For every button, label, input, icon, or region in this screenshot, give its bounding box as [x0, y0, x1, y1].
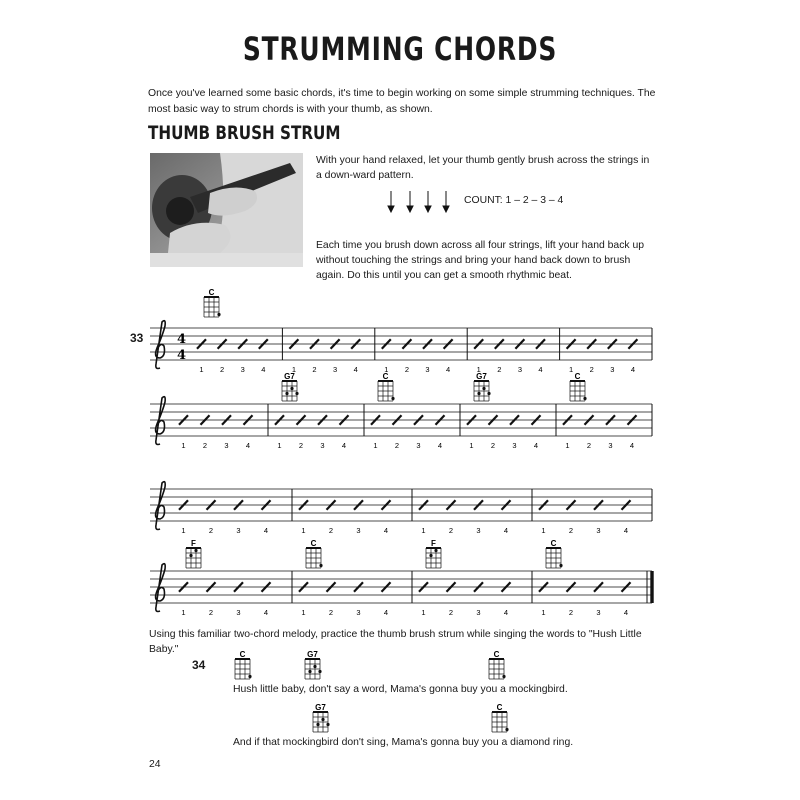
- beat-number: 2: [208, 608, 214, 617]
- chord-diagram-g7: [313, 703, 330, 732]
- chord-diagram-c: [546, 539, 563, 568]
- page-number: 24: [149, 759, 161, 770]
- chord-diagram-f: [186, 539, 201, 568]
- chord-name: C: [239, 650, 246, 659]
- exercise-number-34: 34: [192, 658, 206, 672]
- beat-number: 2: [589, 365, 594, 374]
- beat-number: 4: [503, 526, 509, 535]
- beat-number: 1: [541, 526, 546, 535]
- chord-diagram-c: [204, 288, 221, 317]
- chord-diagram-g7: [474, 372, 491, 401]
- chord-diagram-f: [426, 539, 441, 568]
- beat-number: 4: [446, 365, 451, 374]
- lyric-line-1: Hush little baby, don't say a word, Mama's gonna buy you a mockingbird.: [233, 684, 568, 695]
- chord-name: C: [550, 539, 557, 548]
- beat-number: 1: [301, 526, 306, 535]
- beat-number: 3: [333, 365, 338, 374]
- chord-name: G7: [476, 372, 487, 381]
- beat-number: 1: [181, 608, 186, 617]
- lyric-line-2: And if that mockingbird don't sing, Mama's gonna buy you a diamond ring.: [233, 737, 574, 748]
- beat-number: 2: [312, 365, 317, 374]
- intro-paragraph: Once you've learned some basic chords, it's time to begin working on some simple strumming techniques. The most basic way to strum chords is with your thumb, as shown.: [148, 88, 656, 115]
- beat-number: 2: [568, 526, 574, 535]
- beat-number: 4: [245, 441, 251, 450]
- staff-system: [150, 489, 652, 535]
- beat-number: 3: [608, 441, 613, 450]
- chord-name: C: [574, 372, 581, 381]
- beat-number: 1: [421, 608, 426, 617]
- beat-number: 1: [476, 365, 481, 374]
- chord-name: C: [496, 703, 503, 712]
- beat-number: 4: [538, 365, 543, 374]
- beat-number: 2: [298, 441, 304, 450]
- beat-number: 2: [448, 526, 454, 535]
- beat-number: 1: [569, 365, 574, 374]
- beat-number: 3: [517, 365, 522, 374]
- section-title: THUMB BRUSH STRUM: [148, 122, 341, 144]
- beat-number: 3: [476, 526, 481, 535]
- beat-number: 1: [384, 365, 389, 374]
- beat-number: 4: [630, 365, 635, 374]
- beat-number: 1: [181, 526, 186, 535]
- beat-number: 3: [512, 441, 517, 450]
- beat-number: 2: [208, 526, 214, 535]
- chord-diagram-c: [378, 372, 395, 401]
- beat-number: 4: [623, 526, 629, 535]
- beat-number: 3: [240, 365, 245, 374]
- page-title: STRUMMING CHORDS: [242, 30, 558, 68]
- beat-number: 1: [565, 441, 570, 450]
- beat-number: 1: [421, 526, 426, 535]
- beat-number: 1: [291, 365, 296, 374]
- beat-number: 1: [301, 608, 306, 617]
- chord-diagram-g7: [282, 372, 299, 401]
- beat-number: 4: [383, 608, 389, 617]
- beat-number: 2: [586, 441, 592, 450]
- beat-number: 1: [199, 365, 204, 374]
- beat-number: 4: [341, 441, 347, 450]
- beat-number: 1: [373, 441, 378, 450]
- beat-number: 4: [263, 608, 269, 617]
- exercise-number-33: 33: [130, 331, 144, 345]
- chord-name: G7: [284, 372, 295, 381]
- melody-intro: Using this familiar two-chord melody, practice the thumb brush strum while singing the words to "Hush Little Baby.": [149, 629, 642, 655]
- beat-number: 3: [610, 365, 615, 374]
- beat-number: 1: [469, 441, 474, 450]
- beat-number: 3: [596, 608, 601, 617]
- beat-number: 2: [394, 441, 400, 450]
- chord-diagram-c: [306, 539, 323, 568]
- beat-number: 2: [202, 441, 208, 450]
- beat-number: 4: [383, 526, 389, 535]
- chord-diagram-c: [492, 703, 509, 732]
- chord-diagram-c: [570, 372, 587, 401]
- staff-system: [150, 404, 652, 450]
- chord-name: C: [310, 539, 317, 548]
- beat-number: 4: [629, 441, 635, 450]
- beat-number: 3: [425, 365, 430, 374]
- beat-number: 1: [541, 608, 546, 617]
- time-signature-top: 4: [177, 332, 187, 347]
- beat-number: 3: [476, 608, 481, 617]
- brush-instructions: Each time you brush down across all four strings, lift your hand back up without touching the strings and bring your hand back down to brush again. Do this until you can get a smooth rhythmic beat.: [316, 240, 645, 281]
- beat-number: 4: [261, 365, 266, 374]
- beat-number: 3: [356, 608, 361, 617]
- beat-number: 1: [277, 441, 282, 450]
- chord-name: G7: [307, 650, 318, 659]
- staff-system: [150, 328, 652, 374]
- beat-number: 3: [236, 526, 241, 535]
- beat-number: 4: [623, 608, 629, 617]
- beat-number: 1: [181, 441, 186, 450]
- beat-number: 2: [328, 526, 334, 535]
- beat-number: 4: [263, 526, 269, 535]
- beat-number: 2: [497, 365, 502, 374]
- chord-name: C: [493, 650, 500, 659]
- time-signature-bottom: 4: [177, 348, 187, 363]
- beat-number: 2: [404, 365, 409, 374]
- brush-description: With your hand relaxed, let your thumb gently brush across the strings in a down-ward pattern.: [316, 155, 650, 181]
- beat-number: 3: [416, 441, 421, 450]
- beat-number: 4: [437, 441, 443, 450]
- beat-number: 2: [328, 608, 334, 617]
- chord-name: F: [191, 539, 196, 548]
- beat-number: 3: [224, 441, 229, 450]
- beat-number: 3: [236, 608, 241, 617]
- chord-name: G7: [315, 703, 326, 712]
- beat-number: 2: [568, 608, 574, 617]
- count-label: COUNT: 1 – 2 – 3 – 4: [464, 195, 564, 206]
- beat-number: 3: [320, 441, 325, 450]
- beat-number: 2: [220, 365, 225, 374]
- beat-number: 4: [533, 441, 539, 450]
- chord-name: C: [208, 288, 215, 297]
- staff-system: [150, 571, 652, 617]
- chord-name: C: [382, 372, 389, 381]
- beat-number: 4: [503, 608, 509, 617]
- chord-name: F: [431, 539, 436, 548]
- beat-number: 3: [596, 526, 601, 535]
- beat-number: 2: [448, 608, 454, 617]
- beat-number: 4: [353, 365, 358, 374]
- beat-number: 2: [490, 441, 496, 450]
- beat-number: 3: [356, 526, 361, 535]
